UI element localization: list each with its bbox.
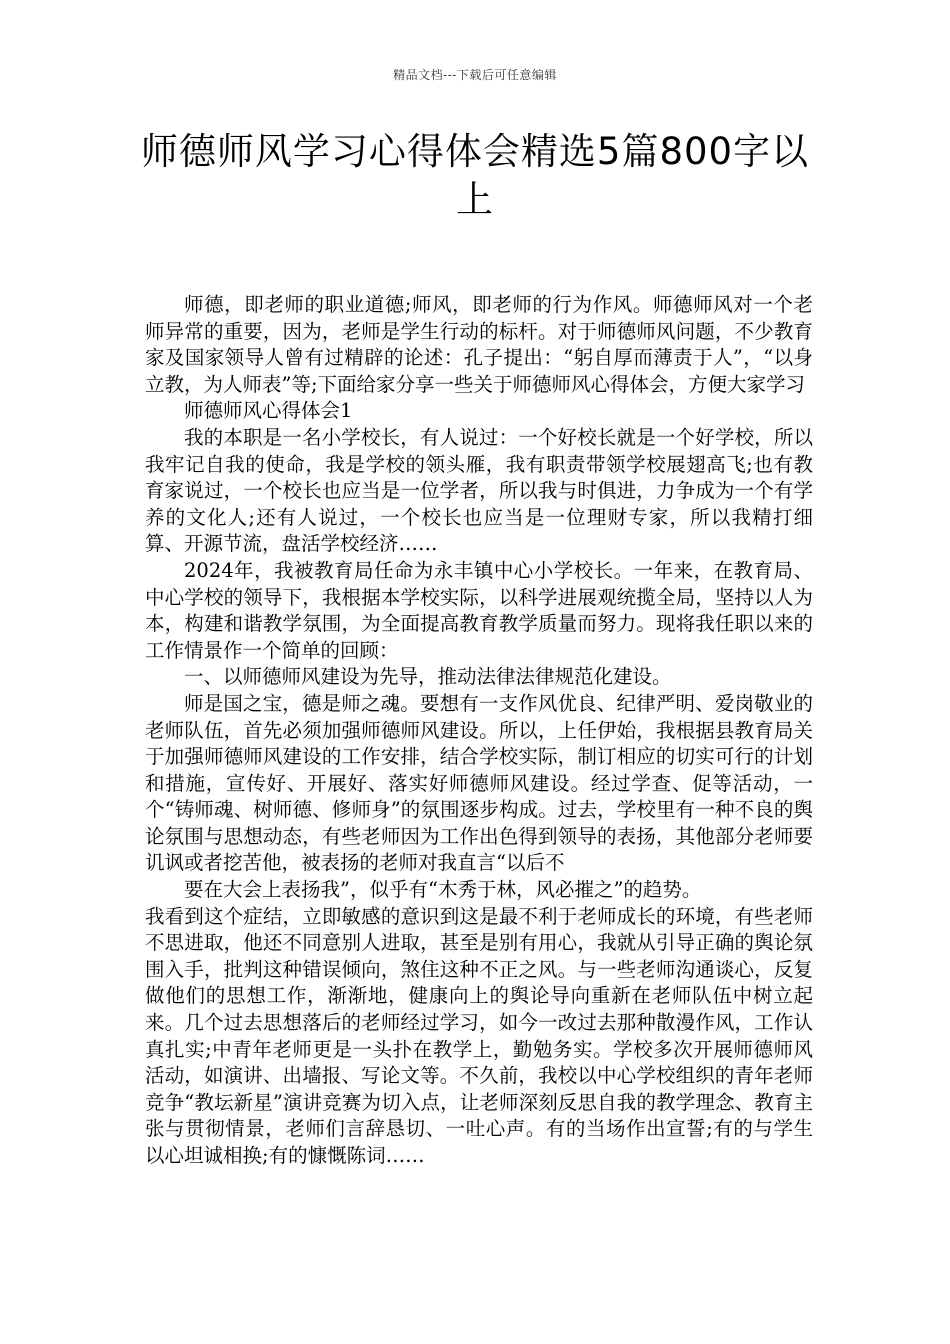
paragraph-body: 2024年，我被教育局任命为永丰镇中心小学校长。一年来，在教育局、中心学校的领导下，我根据本学校实际，以科学进展观统揽全局，坚持以人为本，构建和谐教学氛围，为全面提高教育教学质量而努力。现将我任职以来的工作情景作一个简单的回顾： (145, 558, 813, 662)
paragraph-body: 我看到这个症结，立即敏感的意识到这是最不利于老师成长的环境，有些老师不思进取，他还不同意别人进取，甚至是别有用心，我就从引导正确的舆论氛围入手，批判这种错误倾向，煞住这种不正之风。与一些老师沟通谈心，反复做他们的思想工作，渐渐地，健康向上的舆论导向重新在老师队伍中树立起来。几个过去思想落后的老师经过学习，如今一改过去那种散漫作风，工作认真扎实;中青年老师更是一头扑在教学上，勤勉务实。学校多次开展师德师风活动，如演讲、出墙报、写论文等。不久前，我校以中心学校组织的青年老师竞争“教坛新星”演讲竞赛为切入点，让老师深刻反思自我的教学理念、教育主张与贯彻情景，老师们言辞恳切、一吐心声。有的当场作出宣誓;有的与学生以心坦诚相换;有的慷慨陈词…… (145, 904, 813, 1167)
document-body (145, 292, 813, 1170)
document-title: 师德师风学习心得体会精选5篇800字以上 (140, 130, 810, 221)
paragraph-body: 师是国之宝，德是师之魂。要想有一支作风优良、纪律严明、爱岗敬业的老师队伍，首先必须加强师德师风建设。所以，上任伊始，我根据县教育局关于加强师德师风建设的工作安排，结合学校实际，制订相应的切实可行的计划和措施，宣传好、开展好、落实好师德师风建设。经过学查、促等活动，一个“铸师魂、树师德、修师身”的氛围逐步构成。过去，学校里有一种不良的舆论氛围与思想动态，有些老师因为工作出色得到领导的表扬，其他部分老师要讥讽或者挖苦他，被表扬的老师对我直言“以后不 (145, 691, 813, 875)
paragraph-subheading: 一、以师德师风建设为先导，推动法律法律规范化建设。 (184, 665, 672, 689)
paragraph-intro: 师德，即老师的职业道德;师风，即老师的行为作风。师德师风对一个老师异常的重要，因为，老师是学生行动的标杆。对于师德师风问题，不少教育家及国家领导人曾有过精辟的论述：孔子提出：“躬自厚而薄责于人”，“以身立教，为人师表”等;下面给家分享一些关于师德师风心得体会，方便大家学习 (145, 293, 813, 396)
paragraph-body: 要在大会上表扬我”，似乎有“木秀于林，风必摧之”的趋势。 (184, 878, 702, 902)
paragraph-body: 我的本职是一名小学校长，有人说过：一个好校长就是一个好学校，所以我牢记自我的使命，我是学校的领头雁，我有职责带领学校展翅高飞;也有教育家说过，一个校长也应当是一位学者，所以我与时俱进，力争成为一个有学养的文化人;还有人说过，一个校长也应当是一位理财专家，所以我精打细算、开源节流，盘活学校经济…… (145, 425, 813, 556)
header-note: 精品文档---下载后可任意编辑 (393, 68, 557, 82)
paragraph-section-heading: 师德师风心得体会1 (184, 399, 353, 423)
